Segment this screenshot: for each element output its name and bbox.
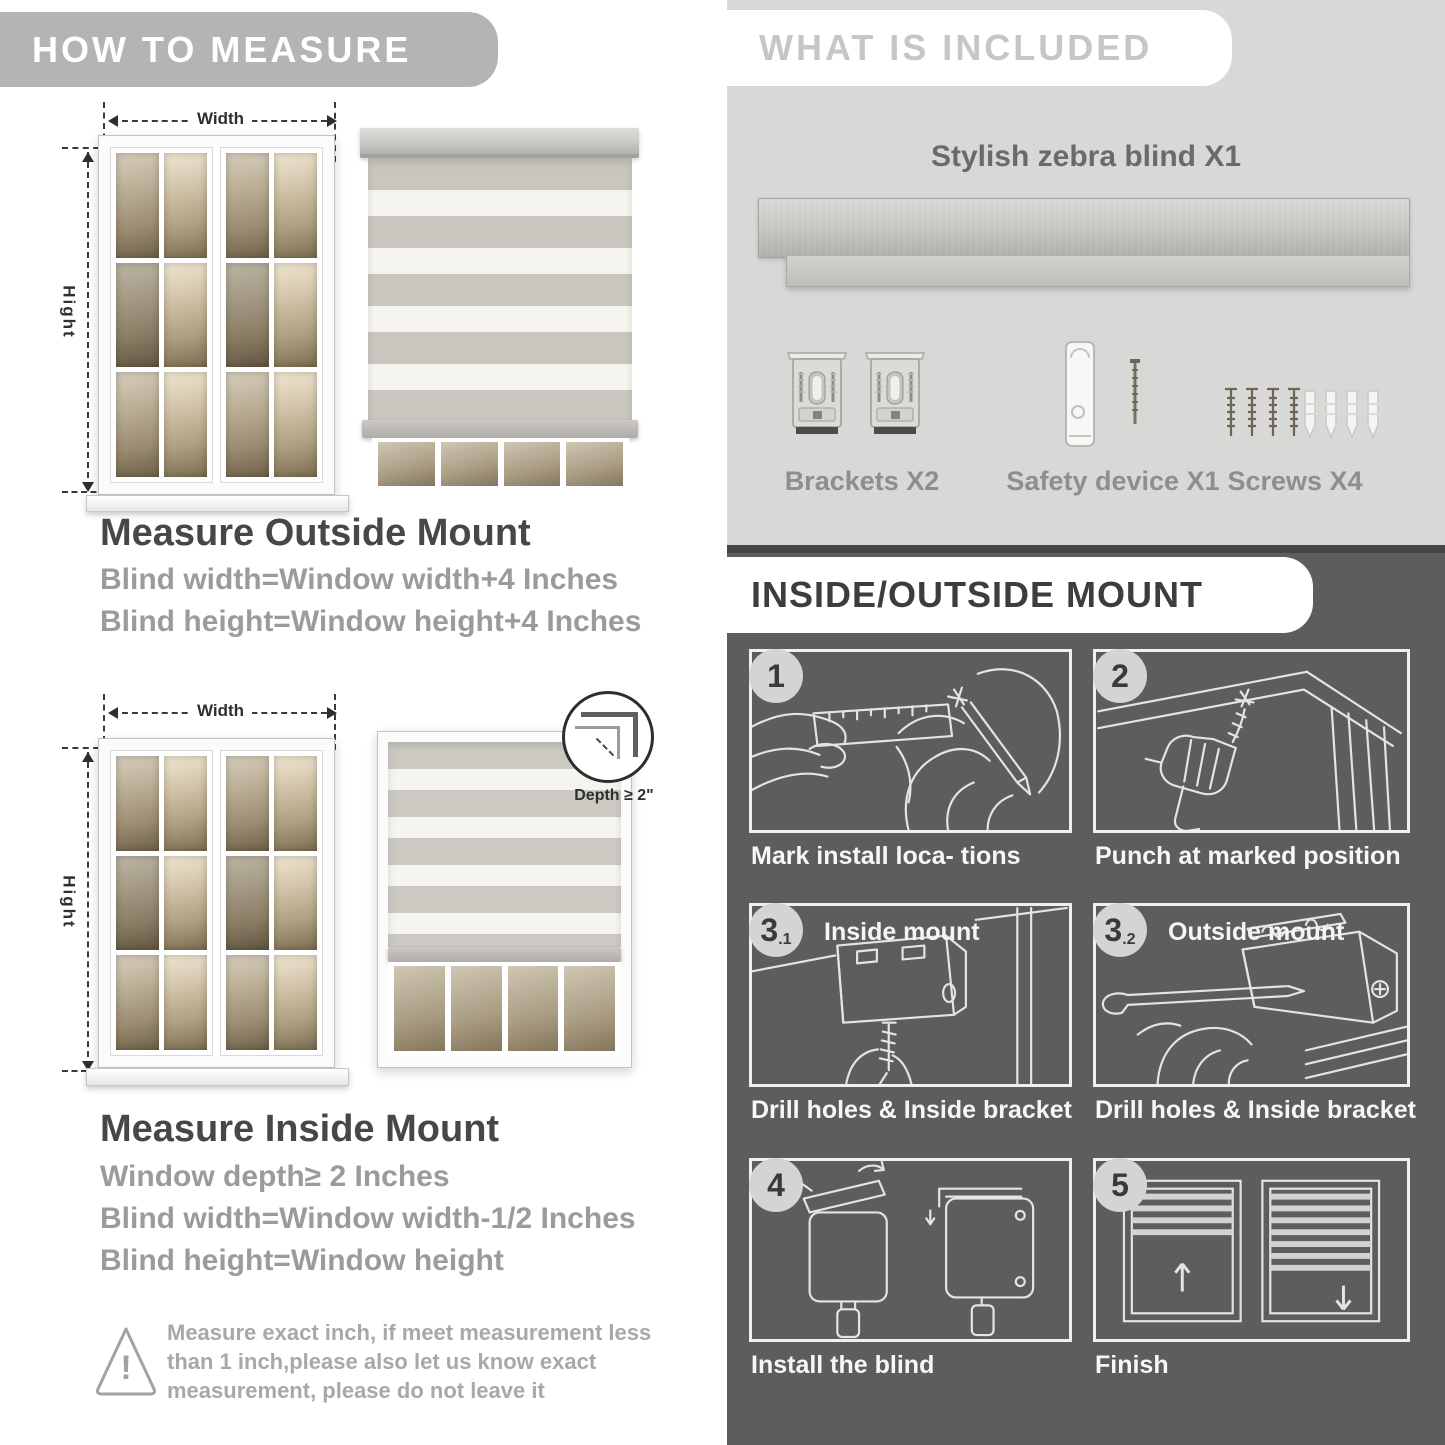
width-label-inside: Width bbox=[189, 701, 252, 721]
step-caption-2: Punch at marked position bbox=[1095, 842, 1401, 870]
window-sash bbox=[110, 147, 213, 483]
window-sash bbox=[220, 750, 323, 1056]
screws-icon bbox=[1221, 386, 1305, 442]
safety-device-label: Safety device X1 bbox=[1006, 466, 1220, 496]
depth-label: Depth ≥ 2" bbox=[574, 787, 654, 804]
height-label-inside: Hight bbox=[57, 871, 81, 932]
blind-bottomrail bbox=[362, 420, 638, 438]
width-bound-left-inside bbox=[103, 694, 105, 742]
brackets-label: Brackets X2 bbox=[784, 466, 940, 496]
warning-line3: measurement, please do not leave it bbox=[167, 1378, 545, 1403]
product-title: Stylish zebra blind X1 bbox=[930, 140, 1242, 173]
what-is-included-banner bbox=[727, 10, 1232, 86]
height-arrow-line-inside bbox=[87, 752, 89, 1067]
blind-headrail-image bbox=[758, 198, 1410, 258]
step-number: 4 bbox=[749, 1158, 803, 1212]
window-inside-plain bbox=[98, 738, 335, 1068]
window-sill bbox=[86, 495, 349, 512]
step-number: 3 .1 bbox=[749, 903, 803, 957]
mount-title: INSIDE/OUTSIDE MOUNT bbox=[751, 574, 1204, 615]
step-panel-2 bbox=[1093, 649, 1410, 833]
zebra-shade bbox=[368, 158, 632, 420]
inside-mount-heading: Measure Inside Mount bbox=[100, 1108, 500, 1150]
window-peek bbox=[372, 438, 629, 492]
inside-mount-line2: Blind width=Window width-1/2 Inches bbox=[100, 1202, 636, 1235]
panel-title: Inside mount bbox=[824, 918, 980, 946]
blind-headrail-underbar bbox=[786, 256, 1410, 287]
step-panel-1 bbox=[749, 649, 1072, 833]
step-caption-4: Install the blind bbox=[751, 1351, 935, 1379]
section-divider bbox=[727, 545, 1445, 553]
window-sash bbox=[220, 147, 323, 483]
wall-anchors-icon bbox=[1301, 388, 1383, 442]
height-label-outside: Hight bbox=[57, 281, 81, 342]
step-panel-4 bbox=[749, 1158, 1072, 1342]
outside-mount-line1: Blind width=Window width+4 Inches bbox=[100, 563, 619, 596]
step-caption-1: Mark install loca- tions bbox=[751, 842, 1021, 870]
depth-zoom-circle bbox=[562, 691, 654, 783]
blind-cassette bbox=[360, 128, 639, 158]
blind-bottomrail-inside bbox=[388, 947, 621, 962]
what-is-included-section bbox=[727, 0, 1445, 545]
step-caption-5: Finish bbox=[1095, 1351, 1169, 1379]
svg-text:!: ! bbox=[120, 1349, 132, 1387]
inside-mount-line3: Blind height=Window height bbox=[100, 1244, 504, 1277]
window-sash bbox=[110, 750, 213, 1056]
outside-mount-heading: Measure Outside Mount bbox=[100, 512, 531, 554]
inside-mount-line1: Window depth≥ 2 Inches bbox=[100, 1160, 450, 1193]
bracket-icon bbox=[787, 350, 847, 442]
warning-line1: Measure exact inch, if meet measurement less bbox=[167, 1320, 652, 1345]
how-to-measure-title: HOW TO MEASURE bbox=[32, 28, 412, 70]
how-to-measure-banner bbox=[0, 12, 498, 87]
step-panel-5 bbox=[1093, 1158, 1410, 1342]
bracket-icon bbox=[865, 350, 925, 442]
step-panel-3-2 bbox=[1093, 903, 1410, 1087]
step-number: 3 .2 bbox=[1093, 903, 1147, 957]
step-caption-3-1: Drill holes & Inside bracket bbox=[751, 1096, 1072, 1124]
screw-icon bbox=[1128, 358, 1142, 428]
step-number: 1 bbox=[749, 649, 803, 703]
step-caption-3-2: Drill holes & Inside bracket bbox=[1095, 1096, 1416, 1124]
panel-title: Outside mount bbox=[1168, 918, 1345, 946]
window-inside-blind bbox=[377, 731, 632, 1068]
screws-label: Screws X4 bbox=[1227, 466, 1363, 496]
step-panel-3-1 bbox=[749, 903, 1072, 1087]
window-sill-inside bbox=[86, 1068, 349, 1086]
warning-line2: than 1 inch,please also let us know exact bbox=[167, 1349, 597, 1374]
window-peek-inside bbox=[388, 962, 621, 1057]
height-arrow-line bbox=[87, 152, 89, 488]
window-outside-plain bbox=[98, 135, 335, 495]
width-label-outside: Width bbox=[189, 109, 252, 129]
step-number: 2 bbox=[1093, 649, 1147, 703]
safety-device-icon bbox=[1063, 340, 1097, 450]
warning-triangle-icon bbox=[93, 1323, 159, 1397]
outside-mount-line2: Blind height=Window height+4 Inches bbox=[100, 605, 642, 638]
what-is-included-title: WHAT IS INCLUDED bbox=[759, 27, 1153, 68]
mount-banner bbox=[727, 557, 1313, 633]
step-number: 5 bbox=[1093, 1158, 1147, 1212]
